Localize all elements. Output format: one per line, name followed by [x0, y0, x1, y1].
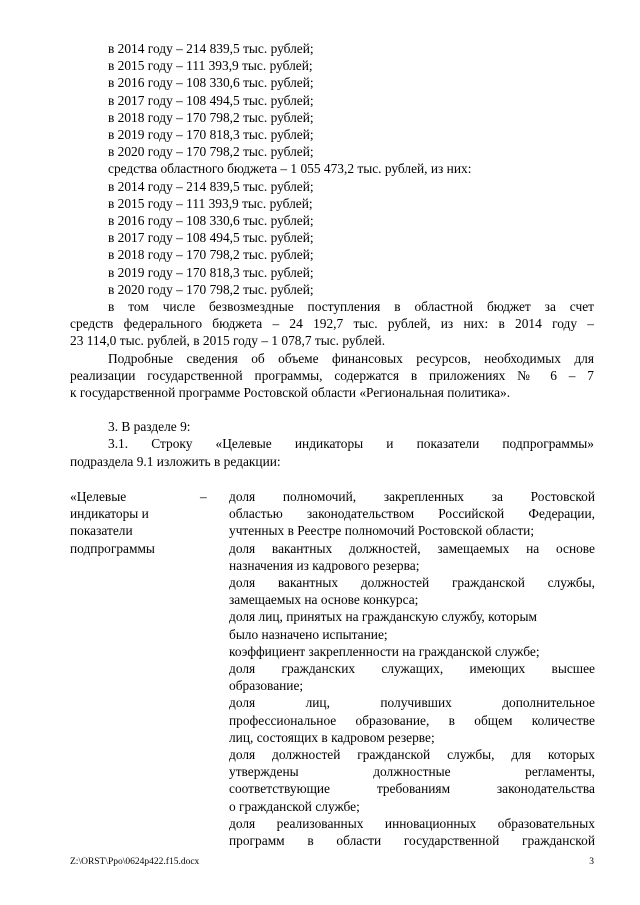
funding-line: в 2016 году – 108 330,6 тыс. рублей; — [108, 213, 314, 229]
section-heading: 3. В разделе 9: — [108, 419, 191, 435]
indicator-line: доля вакантных должностей гражданской службы, — [229, 575, 595, 591]
paragraph-line: 3.1. Строку «Целевые индикаторы и показатели подпрограммы» — [108, 436, 594, 452]
funding-line: в 2015 году – 111 393,9 тыс. рублей; — [108, 195, 313, 211]
indicator-line: доля лиц, получивших дополнительное — [229, 695, 595, 711]
item-3-1-paragraph — [70, 435, 594, 469]
funding-line: в 2019 году – 170 818,3 тыс. рублей; — [108, 264, 314, 280]
label-line: «Целевые — [70, 489, 127, 504]
paragraph-line: Подробные сведения об объеме финансовых ресурсов, необходимых для — [108, 350, 594, 366]
funding-line: в 2019 году – 170 818,3 тыс. рублей; — [108, 127, 314, 143]
indicator-line: доля гражданских служащих, имеющих высшее — [229, 661, 595, 677]
indicator-line: программ в области государственной гражданской — [229, 833, 595, 849]
funding-line: в 2014 году – 214 839,5 тыс. рублей; — [108, 178, 314, 194]
indicators-label-cell — [70, 488, 206, 557]
paragraph-line: в том числе безвозмездные поступления в областной бюджет за счет — [108, 299, 594, 315]
indicator-line: учтенных в Реестре полномочий Ростовской области; — [229, 523, 535, 539]
main-text — [70, 40, 594, 470]
label-line: индикаторы и — [70, 506, 149, 522]
funding-line: в 2018 году – 170 798,2 тыс. рублей; — [108, 109, 314, 125]
indicators-list-cell — [229, 488, 595, 849]
indicator-line: было назначено испытание; — [229, 626, 388, 642]
funding-line: в 2016 году – 108 330,6 тыс. рублей; — [108, 75, 314, 91]
label-line: показатели — [70, 523, 133, 539]
indicator-line: коэффициент закрепленности на гражданской службе; — [229, 643, 540, 659]
indicator-line: лиц, состоящих в кадровом резерве; — [229, 729, 435, 745]
indicator-line: соответствующие требованиям законодательства — [229, 781, 595, 797]
indicator-line: доля лиц, принятых на гражданскую службу, которым — [229, 609, 537, 625]
funding-line: в 2018 году – 170 798,2 тыс. рублей; — [108, 247, 314, 263]
funding-lines — [70, 40, 594, 298]
indicator-line: доля должностей гражданской службы, для которых — [229, 747, 595, 763]
indicator-line: профессиональное образование, в общем количестве — [229, 712, 595, 728]
indicator-line: областью законодательством Российской Федерации, — [229, 506, 595, 522]
indicator-line: образование; — [229, 678, 304, 694]
funding-line: средства областного бюджета – 1 055 473,2 тыс. рублей, из них: — [108, 161, 472, 177]
funding-line: в 2017 году – 108 494,5 тыс. рублей; — [108, 230, 314, 246]
details-paragraph — [70, 350, 594, 402]
label-line: подпрограммы — [70, 540, 155, 556]
indicator-line: доля полномочий, закрепленных за Ростовской — [229, 489, 595, 504]
indicator-line: утверждены должностные регламенты, — [229, 764, 595, 780]
federal-paragraph — [70, 298, 594, 350]
funding-line: в 2017 году – 108 494,5 тыс. рублей; — [108, 92, 314, 108]
funding-line: в 2015 году – 111 393,9 тыс. рублей; — [108, 58, 313, 74]
funding-line: в 2020 году – 170 798,2 тыс. рублей; — [108, 144, 314, 160]
paragraph-line: к государственной программе Ростовской области «Региональная политика». — [70, 385, 511, 401]
indicator-line: о гражданской службе; — [229, 798, 360, 814]
file-path: Z:\ORST\Ppo\0624p422.f15.docx — [70, 857, 200, 867]
row-dash: – — [200, 489, 207, 504]
indicator-line: назначения из кадрового резерва; — [229, 557, 420, 573]
funding-line: в 2020 году – 170 798,2 тыс. рублей; — [108, 281, 314, 297]
funding-line: в 2014 году – 214 839,5 тыс. рублей; — [108, 41, 314, 56]
paragraph-line: реализации государственной программы, содержатся в приложениях № 6 – 7 — [70, 367, 594, 383]
paragraph-line: средств федерального бюджета – 24 192,7 тыс. рублей, из них: в 2014 году – — [70, 316, 594, 332]
paragraph-line: 23 114,0 тыс. рублей, в 2015 году – 1 078,7 тыс. рублей. — [70, 333, 386, 349]
indicator-line: доля реализованных инновационных образовательных — [229, 815, 595, 831]
paragraph-line: подраздела 9.1 изложить в редакции: — [70, 453, 281, 469]
page-footer — [70, 856, 594, 868]
indicator-line: замещаемых на основе конкурса; — [229, 592, 419, 608]
page-number: 3 — [589, 857, 594, 867]
indicator-line: доля вакантных должностей, замещаемых на основе — [229, 540, 595, 556]
